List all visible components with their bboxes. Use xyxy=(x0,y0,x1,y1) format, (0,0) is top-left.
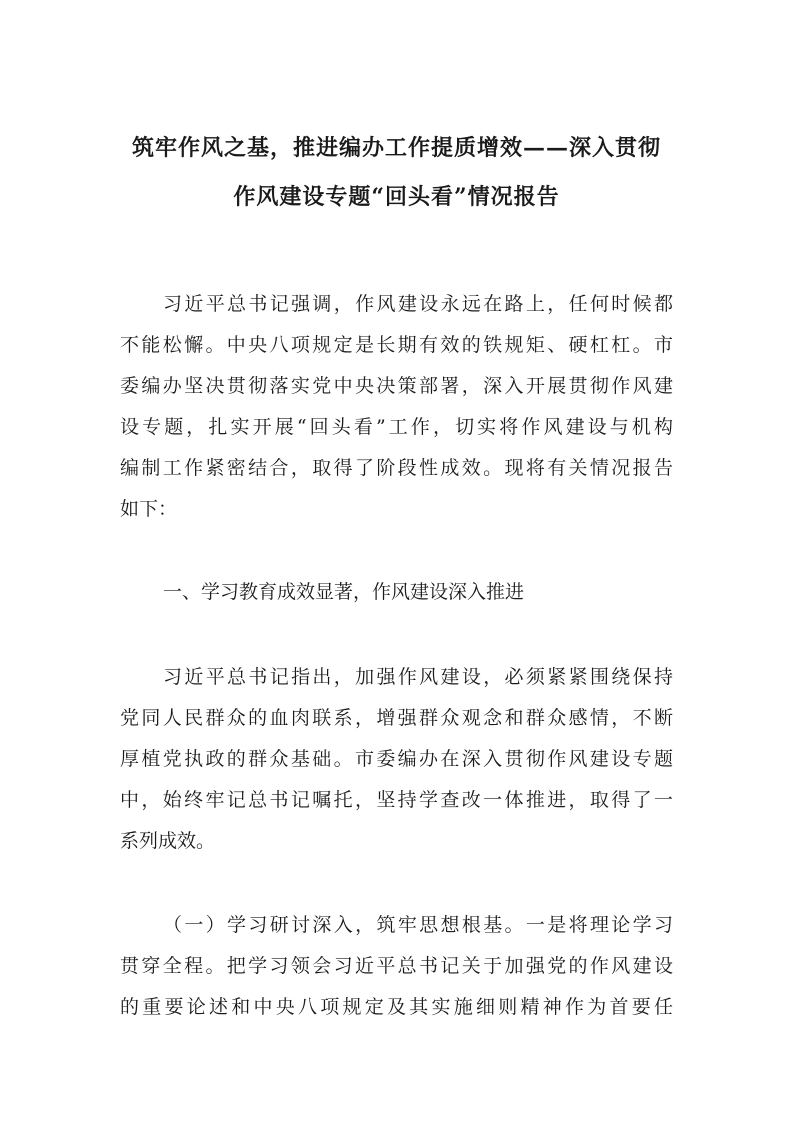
paragraph-3-line-3: 的重要论述和中央八项规定及其实施细则精神作为首要任 xyxy=(120,996,673,1018)
paragraph-1-line-6: 如下： xyxy=(120,498,178,520)
document-title-line-2: 作风建设专题“回头看”情况报告 xyxy=(233,184,560,210)
paragraph-2-line-3: 厚植党执政的群众基础。市委编办在深入贯彻作风建设专题 xyxy=(120,748,673,770)
paragraph-2-line-4: 中，始终牢记总书记嘱托，坚持学查改一体推进，取得了一 xyxy=(120,789,673,811)
paragraph-2-line-2: 党同人民群众的血肉联系，增强群众观念和群众感情，不断 xyxy=(120,707,673,729)
paragraph-1-line-3: 委编办坚决贯彻落实党中央决策部署，深入开展贯彻作风建 xyxy=(120,375,673,397)
paragraph-1-line-4: 设专题，扎实开展“回头看”工作，切实将作风建设与机构 xyxy=(120,416,673,438)
section-heading-1: 一、学习教育成效显著，作风建设深入推进 xyxy=(163,581,525,603)
paragraph-1-line-2: 不能松懈。中央八项规定是长期有效的铁规矩、硬杠杠。市 xyxy=(120,334,673,356)
paragraph-2-line-1: 习近平总书记指出，加强作风建设，必须紧紧围绕保持 xyxy=(163,666,673,688)
paragraph-3-line-1: （一）学习研讨深入，筑牢思想根基。一是将理论学习 xyxy=(163,914,673,936)
paragraph-1-line-5: 编制工作紧密结合，取得了阶段性成效。现将有关情况报告 xyxy=(120,457,673,479)
paragraph-1-line-1: 习近平总书记强调，作风建设永远在路上，任何时候都 xyxy=(163,293,673,315)
paragraph-3-line-2: 贯穿全程。把学习领会习近平总书记关于加强党的作风建设 xyxy=(120,955,673,977)
paragraph-2-line-5: 系列成效。 xyxy=(120,830,216,852)
document-title-line-1: 筑牢作风之基，推进编办工作提质增效——深入贯彻 xyxy=(131,135,661,161)
